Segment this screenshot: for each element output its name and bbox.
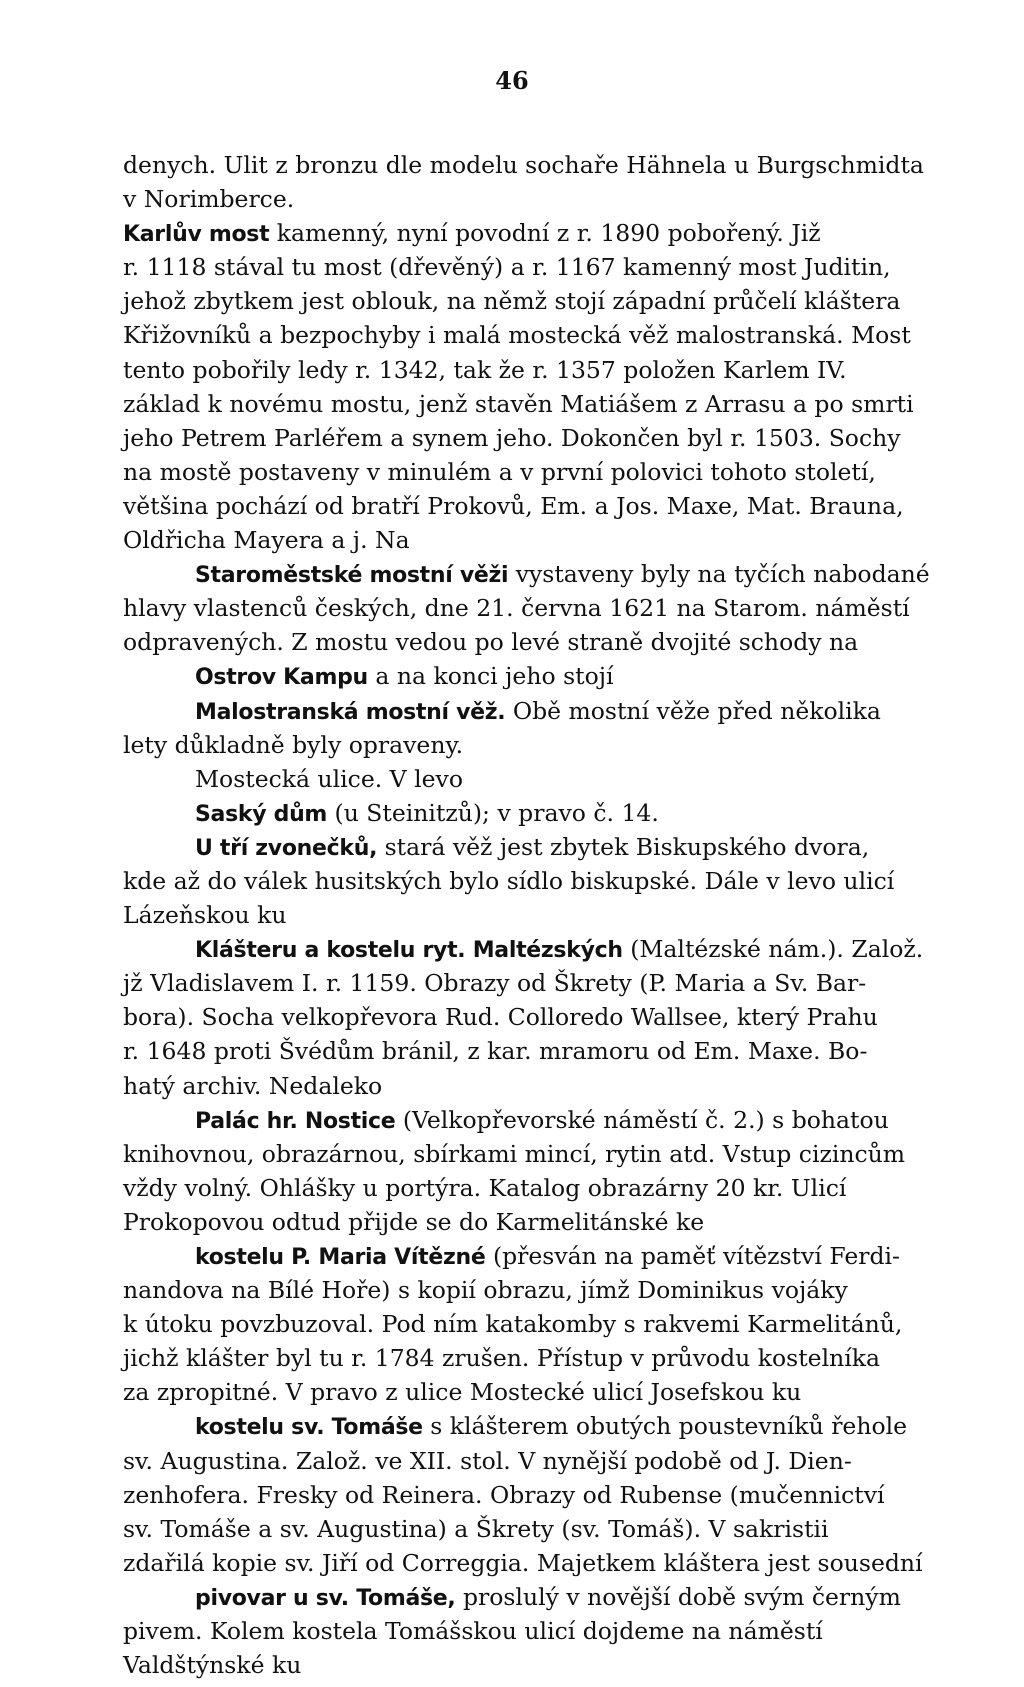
text-line <box>123 1307 1023 1341</box>
bold-heading: Palác hr. Nostice <box>195 1108 396 1134</box>
text-run: jeho Petrem Parléřem a synem jeho. Dokončen byl r. 1503. Sochy <box>123 423 901 452</box>
text-run: kamenný, nyní povodní z r. 1890 pobořený. Již <box>269 219 821 248</box>
text-line <box>123 421 1023 455</box>
text-line <box>123 250 1023 284</box>
bold-heading: Klášteru a kostelu ryt. Maltézských <box>195 938 623 964</box>
text-line <box>123 1069 1023 1103</box>
text-line <box>123 864 1023 898</box>
text-run: bora). Socha velkopřevora Rud. Colloredo Wallsee, který Prahu <box>123 1003 878 1032</box>
text-line <box>123 1137 1023 1171</box>
text-run: hatý archiv. Nedaleko <box>123 1071 383 1100</box>
text-run: a na konci jeho stojí <box>367 662 614 691</box>
text-line <box>123 1205 1023 1239</box>
text-line <box>123 1171 1023 1205</box>
text-line <box>123 966 1023 1000</box>
text-run: (přesván na paměť vítězství Ferdi- <box>485 1242 900 1270</box>
text-line <box>123 1512 1023 1546</box>
text-line <box>123 318 1023 352</box>
text-line <box>123 625 1023 659</box>
text-run: k útoku povzbuzoval. Pod ním katakomby s rakvemi Karmelitánů, <box>123 1310 903 1339</box>
text-run: Obě mostní věže před několika <box>505 696 881 725</box>
text-run: jehož zbytkem jest oblouk, na němž stojí západní průčelí kláštera <box>123 287 901 316</box>
text-line <box>123 284 1023 318</box>
text-line <box>123 523 1023 557</box>
bold-heading: Saský dům <box>195 801 328 827</box>
text-line <box>123 728 1023 762</box>
text-line <box>123 1546 1023 1580</box>
text-run: Lázeňskou ku <box>123 901 287 930</box>
body-text <box>123 148 1023 1682</box>
text-line <box>123 1444 1023 1478</box>
text-run: (Maltézské nám.). Založ. <box>622 935 924 964</box>
text-run: zdařilá kopie sv. Jiří od Correggia. Majetkem kláštera jest sousední <box>123 1548 923 1577</box>
text-run: Oldřicha Mayera a j. Na <box>123 526 410 555</box>
text-run: lety důkladně byly opraveny. <box>123 730 464 759</box>
text-run: nandova na Bílé Hoře) s kopií obrazu, jímž Dominikus vojáky <box>123 1276 848 1305</box>
text-run: knihovnou, obrazárnou, sbírkami mincí, rytin atd. Vstup cizincům <box>123 1139 906 1168</box>
text-line <box>123 353 1023 387</box>
text-line <box>123 1341 1023 1375</box>
text-run: většina pochází od bratří Prokovů, Em. a Jos. Maxe, Mat. Brauna, <box>123 491 904 520</box>
text-run: jichž klášter byl tu r. 1784 zrušen. Přístup v průvodu kostelníka <box>123 1344 881 1373</box>
text-line <box>123 455 1023 489</box>
text-run: jž Vladislavem I. r. 1159. Obrazy od Škrety (P. Maria a Sv. Bar- <box>123 969 867 998</box>
text-line <box>123 1239 1023 1273</box>
text-line <box>123 1478 1023 1512</box>
text-line <box>123 148 1023 182</box>
text-line <box>123 830 1023 864</box>
text-line <box>123 659 1023 693</box>
text-line <box>123 1375 1023 1409</box>
text-run: vystaveny byly na tyčích nabodané <box>508 560 930 589</box>
text-run: r. 1118 stával tu most (dřevěný) a r. 1167 kamenný most Juditin, <box>123 253 891 282</box>
text-run: kde až do válek husitských bylo sídlo biskupské. Dále v levo ulicí <box>123 866 895 895</box>
text-run: v Norimberce. <box>123 185 295 214</box>
bold-heading: pivovar u sv. Tomáše, <box>195 1585 456 1611</box>
text-run: Křižovníků a bezpochyby i malá mostecká věž malostranská. Most <box>123 321 911 350</box>
text-run: sv. Augustina. Založ. ve XII. stol. V nynější podobě od J. Dien- <box>123 1446 852 1475</box>
text-line <box>123 489 1023 523</box>
text-line <box>123 898 1023 932</box>
bold-heading: Karlův most <box>123 222 270 248</box>
text-line <box>123 694 1023 728</box>
text-run: zenhofera. Fresky od Reinera. Obrazy od Rubense (mučennictví <box>123 1480 885 1509</box>
text-run: na mostě postaveny v minulém a v první polovici tohoto století, <box>123 457 876 486</box>
text-run: vždy volný. Ohlášky u portýra. Katalog obrazárny 20 kr. Ulicí <box>123 1173 847 1202</box>
text-line <box>123 796 1023 830</box>
text-line <box>123 1034 1023 1068</box>
text-line <box>123 557 1023 591</box>
text-line <box>123 1580 1023 1614</box>
bold-heading: kostelu P. Maria Vítězné <box>195 1245 486 1270</box>
text-run: proslulý v novější době svým černým <box>455 1582 901 1611</box>
text-run: základ k novému mostu, jenž stavěn Matiášem z Arrasu a po smrti <box>123 389 914 418</box>
text-run: r. 1648 proti Švédům bránil, z kar. mramoru od Em. Maxe. Bo- <box>123 1037 868 1066</box>
bold-heading: Staroměstské mostní věži <box>195 563 509 589</box>
text-line <box>123 1648 1023 1682</box>
text-line <box>123 182 1023 216</box>
page-number: 46 <box>495 66 529 95</box>
text-run: Valdštýnské ku <box>123 1651 302 1680</box>
text-run: odpravených. Z mostu vedou po levé straně dvojité schody na <box>123 628 859 657</box>
text-line <box>123 1409 1023 1443</box>
text-line <box>123 1273 1023 1307</box>
text-run: sv. Tomáše a sv. Augustina) a Škrety (sv. Tomáš). V sakristii <box>123 1514 829 1543</box>
text-run: (u Steinitzů); v pravo č. 14. <box>327 798 659 827</box>
text-run: (Velkopřevorské náměstí č. 2.) s bohatou <box>395 1105 889 1134</box>
bold-heading: Malostranská mostní věž. <box>195 699 506 725</box>
text-line <box>123 591 1023 625</box>
text-run: denych. Ulit z bronzu dle modelu sochaře Hähnela u Burgschmidta <box>123 151 924 179</box>
text-line <box>123 762 1023 796</box>
text-run: hlavy vlastenců českých, dne 21. června 1621 na Starom. náměstí <box>123 594 910 623</box>
text-run: Prokopovou odtud přijde se do Karmelitánské ke <box>123 1207 705 1236</box>
text-run: stará věž jest zbytek Biskupského dvora, <box>377 832 870 861</box>
text-run: za zpropitné. V pravo z ulice Mostecké ulicí Josefskou ku <box>123 1378 802 1407</box>
text-line <box>123 387 1023 421</box>
text-line <box>123 216 1023 250</box>
bold-heading: U tří zvonečků, <box>195 835 378 861</box>
text-line <box>123 932 1023 966</box>
bold-heading: kostelu sv. Tomáše <box>195 1415 423 1441</box>
text-line <box>123 1614 1023 1648</box>
text-run: pivem. Kolem kostela Tomášskou ulicí dojdeme na náměstí <box>123 1617 823 1646</box>
text-run: Mostecká ulice. V levo <box>195 764 463 793</box>
text-run: s klášterem obutých poustevníků řehole <box>422 1412 908 1441</box>
text-line <box>123 1103 1023 1137</box>
text-line <box>123 1000 1023 1034</box>
bold-heading: Ostrov Kampu <box>195 665 368 691</box>
text-run: tento pobořily ledy r. 1342, tak že r. 1357 položen Karlem IV. <box>123 355 847 384</box>
